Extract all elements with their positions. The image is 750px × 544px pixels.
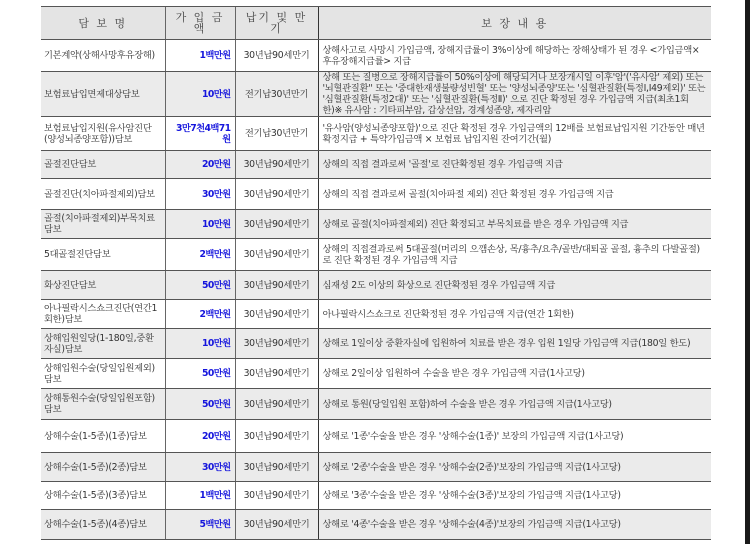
term-cell: 30년납90세만기 [235, 389, 318, 420]
content-cell: 심재성 2도 이상의 화상으로 진단확정된 경우 가입금액 지급 [318, 271, 711, 300]
content-cell: 상해로 '1종'수술을 받은 경우 '상해수술(1종)' 보장의 가입금액 지급(1사고당) [318, 420, 711, 453]
content-cell: '유사암(양성뇌종양포함)'으로 진단 확정된 경우 가입금액의 12배를 보험료납입지원 기간동안 매년 확정지급 + 특약가입금액 × 보험료 납입지원 잔여기간(월) [318, 117, 711, 151]
coverage-name-cell: 상해수술(1-5종)(3종)담보 [41, 482, 165, 510]
amount-cell: 2백만원 [165, 239, 235, 271]
table-row [41, 510, 711, 540]
term-cell: 30년납90세만기 [235, 510, 318, 540]
header-content: 보 장 내 용 [318, 7, 711, 40]
table-row [41, 239, 711, 271]
term-cell: 30년납90세만기 [235, 179, 318, 210]
content-cell: 상해로 '4종'수술을 받은 경우 '상해수술(4종)'보장의 가입금액 지급(1사고당) [318, 510, 711, 540]
amount-cell: 30만원 [165, 179, 235, 210]
coverage-name-cell: 골절진단담보 [41, 151, 165, 179]
coverage-name-cell: 보험료납입면제대상담보 [41, 72, 165, 117]
amount-cell: 10만원 [165, 329, 235, 359]
window-edge [745, 0, 750, 544]
content-cell: 상해로 통원(당일입원 포함)하여 수술을 받은 경우 가입금액 지급(1사고당) [318, 389, 711, 420]
term-cell: 30년납90세만기 [235, 300, 318, 329]
term-cell: 30년납90세만기 [235, 271, 318, 300]
table-row [41, 359, 711, 389]
table-row [41, 151, 711, 179]
term-cell: 30년납90세만기 [235, 420, 318, 453]
amount-cell: 20만원 [165, 151, 235, 179]
term-cell: 30년납90세만기 [235, 151, 318, 179]
coverage-name-cell: 기본계약(상해사망후유장해) [41, 40, 165, 72]
header-term: 납기 및 만기 [235, 7, 318, 40]
coverage-name-cell: 아나필락시스쇼크진단(연간1회한)담보 [41, 300, 165, 329]
coverage-table [41, 6, 711, 540]
content-cell: 상해로 '3종'수술을 받은 경우 '상해수술(3종)'보장의 가입금액 지급(1사고당) [318, 482, 711, 510]
content-cell: 상해의 직접 결과로써 '골절'로 진단확정된 경우 가입금액 지급 [318, 151, 711, 179]
table-row [41, 210, 711, 239]
content-cell: 상해로 골절(치아파절제외) 진단 확정되고 부목치료를 받은 경우 가입금액 지급 [318, 210, 711, 239]
coverage-name-cell: 화상진단담보 [41, 271, 165, 300]
content-cell: 아나필락시스쇼크로 진단확정된 경우 가입금액 지급(연간 1회한) [318, 300, 711, 329]
table-row [41, 117, 711, 151]
coverage-name-cell: 보험료납입지원(유사암진단(양성뇌종양포함))담보 [41, 117, 165, 151]
coverage-name-cell: 상해입원일당(1-180일,중환자실)담보 [41, 329, 165, 359]
content-cell: 상해로 '2종'수술을 받은 경우 '상해수술(2종)'보장의 가입금액 지급(1사고당) [318, 453, 711, 482]
table-row [41, 389, 711, 420]
term-cell: 30년납90세만기 [235, 482, 318, 510]
coverage-name-cell: 골절(치아파절제외)부목치료담보 [41, 210, 165, 239]
amount-cell: 10만원 [165, 72, 235, 117]
table-row [41, 40, 711, 72]
table-row [41, 420, 711, 453]
table-header-row [41, 7, 711, 40]
term-cell: 30년납90세만기 [235, 40, 318, 72]
content-cell: 상해사고로 사망시 가입금액, 장해지급률이 3%이상에 해당하는 장해상태가 된 경우 <가입금액×후유장해지급률> 지급 [318, 40, 711, 72]
amount-cell: 1백만원 [165, 40, 235, 72]
coverage-name-cell: 상해입원수술(당일입원제외)담보 [41, 359, 165, 389]
term-cell: 30년납90세만기 [235, 239, 318, 271]
content-cell: 상해의 직접 결과로써 골절(치아파절 제외) 진단 확정된 경우 가입금액 지급 [318, 179, 711, 210]
amount-cell: 20만원 [165, 420, 235, 453]
term-cell: 30년납90세만기 [235, 210, 318, 239]
amount-cell: 50만원 [165, 359, 235, 389]
term-cell: 전기납30년만기 [235, 72, 318, 117]
table-row [41, 300, 711, 329]
table-row [41, 329, 711, 359]
coverage-name-cell: 5대골절진단담보 [41, 239, 165, 271]
amount-cell: 5백만원 [165, 510, 235, 540]
amount-cell: 50만원 [165, 389, 235, 420]
table-row [41, 453, 711, 482]
content-cell: 상해로 1일이상 중환자실에 입원하여 치료를 받은 경우 입원 1일당 가입금액 지급(180일 한도) [318, 329, 711, 359]
term-cell: 30년납90세만기 [235, 329, 318, 359]
term-cell: 전기납30년만기 [235, 117, 318, 151]
table-body [41, 40, 711, 540]
amount-cell: 1백만원 [165, 482, 235, 510]
term-cell: 30년납90세만기 [235, 359, 318, 389]
amount-cell: 10만원 [165, 210, 235, 239]
table-row [41, 482, 711, 510]
header-amount: 가 입 금 액 [165, 7, 235, 40]
amount-cell: 30만원 [165, 453, 235, 482]
amount-cell: 2백만원 [165, 300, 235, 329]
coverage-name-cell: 상해통원수술(당일입원포함)담보 [41, 389, 165, 420]
amount-cell: 50만원 [165, 271, 235, 300]
table-row [41, 179, 711, 210]
content-cell: 상해 또는 질병으로 장해지급률이 50%이상에 해당되거나 보장개시일 이후'암'('유사암' 제외) 또는 '뇌혈관질환'' 또는 '중대한재생불량성빈혈' 또는 '양성뇌종양'또는 '심혈관질환(특정Ⅰ,I49제외)' 또는 '심혈관질환(특정2대)' 또는 '심혈관질환(특정Ⅱ)' 으로 진단 확정된 경우 가입금액 지급(최초1회한)※ 유사암 : 기타피부암, 갑상선암, 경계성종양, 제자리암 [318, 72, 711, 117]
table-row [41, 271, 711, 300]
coverage-name-cell: 상해수술(1-5종)(4종)담보 [41, 510, 165, 540]
content-cell: 상해로 2일이상 입원하여 수술을 받은 경우 가입금액 지급(1사고당) [318, 359, 711, 389]
amount-cell: 3만7천4백71원 [165, 117, 235, 151]
term-cell: 30년납90세만기 [235, 453, 318, 482]
table-row [41, 72, 711, 117]
coverage-name-cell: 상해수술(1-5종)(1종)담보 [41, 420, 165, 453]
content-cell: 상해의 직접결과로써 5대골절(머리의 으깸손상, 목/흉추/요추/골반/대퇴골 골절, 흉추의 다발골절)로 진단 확정된 경우 가입금액 지급 [318, 239, 711, 271]
coverage-name-cell: 상해수술(1-5종)(2종)담보 [41, 453, 165, 482]
coverage-name-cell: 골절진단(치아파절제외)담보 [41, 179, 165, 210]
header-coverage-name: 담 보 명 [41, 7, 165, 40]
